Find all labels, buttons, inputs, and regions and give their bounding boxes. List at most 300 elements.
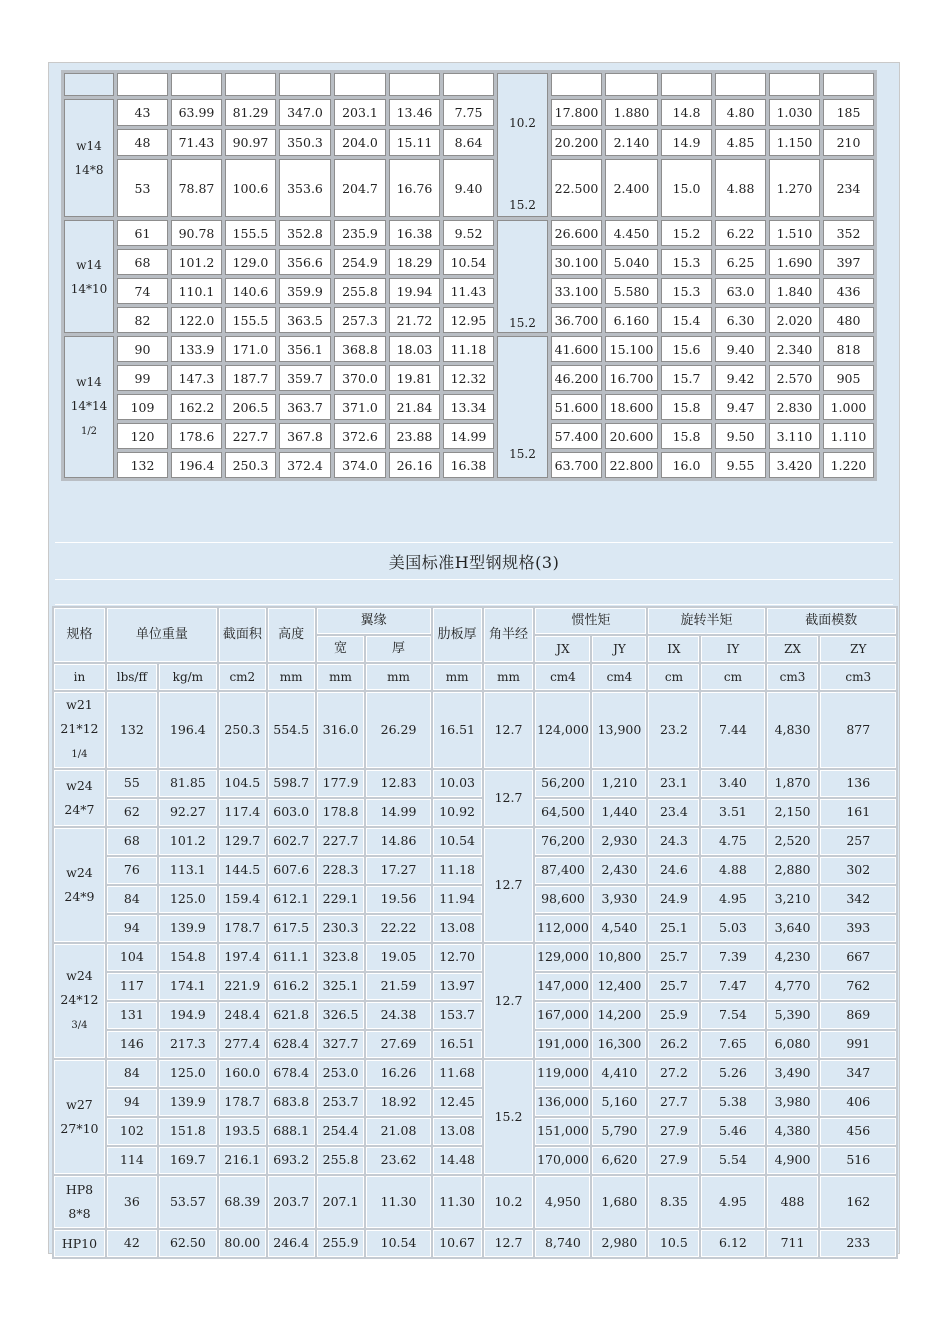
table-cell: 16.76	[389, 159, 440, 217]
table-cell: 2,520	[767, 828, 819, 855]
table-cell: 16.38	[389, 220, 440, 246]
table-cell: 62	[107, 799, 157, 826]
blank-cell	[389, 73, 440, 96]
table-cell: 104	[107, 944, 157, 971]
header-zx: ZX	[767, 636, 819, 662]
table-cell: 63.99	[171, 99, 222, 126]
table-cell: 140.6	[225, 278, 276, 304]
spec-label: 14*14	[70, 399, 108, 413]
blank-cell	[64, 73, 114, 96]
table-cell: 101.2	[171, 249, 222, 275]
table-cell: 7.47	[701, 973, 764, 1000]
table-cell: 480	[823, 307, 874, 333]
table-row	[54, 799, 896, 826]
spec-label: w27	[66, 1097, 93, 1112]
unit-cell: cm2	[219, 664, 266, 690]
table-cell: 683.8	[268, 1089, 315, 1116]
table-cell: 869	[820, 1002, 896, 1029]
table-cell: 162.2	[171, 394, 222, 420]
table-cell: 92.27	[159, 799, 217, 826]
table-cell: 16.26	[366, 1060, 430, 1087]
table-cell: 11.18	[443, 336, 494, 362]
table-cell: 124,000	[535, 692, 590, 768]
table-row	[64, 365, 874, 391]
table-cell: 255.9	[317, 1230, 365, 1257]
table-cell: 10.03	[433, 770, 482, 797]
unit-cell: mm	[433, 664, 482, 690]
table-cell: 100.6	[225, 159, 276, 217]
table-cell: 178.8	[317, 799, 365, 826]
table-cell: 4.88	[701, 857, 764, 884]
table-cell: 203.1	[334, 99, 386, 126]
table-cell: 2,980	[592, 1230, 646, 1257]
table-cell: 55	[107, 770, 157, 797]
table-cell: 3,980	[767, 1089, 819, 1116]
table-cell: 4,950	[535, 1176, 590, 1228]
table-cell: 81.29	[225, 99, 276, 126]
table-cell: 257.3	[334, 307, 386, 333]
table-cell: 90	[117, 336, 168, 362]
table-cell: 162	[820, 1176, 896, 1228]
table-row	[54, 1089, 896, 1116]
table-cell: 302	[820, 857, 896, 884]
table-cell: 688.1	[268, 1118, 315, 1145]
radius-cell: 12.7	[484, 1230, 534, 1257]
table-cell: 94	[107, 1089, 157, 1116]
table-cell: 254.4	[317, 1118, 365, 1145]
table-cell: 98,600	[535, 886, 590, 913]
table-cell: 488	[767, 1176, 819, 1228]
table-cell: 363.7	[279, 394, 331, 420]
section-title: 美国标准H型钢规格(3)	[55, 542, 893, 580]
table-cell: 359.7	[279, 365, 331, 391]
header-iy: IY	[701, 636, 764, 662]
table-row	[64, 159, 874, 217]
unit-cell: mm	[366, 664, 430, 690]
spec-label: HP8	[65, 1182, 94, 1197]
table-cell: 167,000	[535, 1002, 590, 1029]
table-cell: 20.200	[551, 129, 602, 156]
table-cell: 26.29	[366, 692, 430, 768]
table-cell: 316.0	[317, 692, 365, 768]
table-row	[64, 278, 874, 304]
table-row	[64, 129, 874, 156]
blank-cell	[117, 73, 168, 96]
table-cell: 353.6	[279, 159, 331, 217]
table-cell: 991	[820, 1031, 896, 1058]
unit-cell: mm	[268, 664, 315, 690]
table-cell: 2.140	[605, 129, 658, 156]
table-cell: 151.8	[159, 1118, 217, 1145]
spec-label: 21*12	[60, 721, 99, 736]
table-cell: 63.0	[715, 278, 766, 304]
table-cell: 25.9	[648, 1002, 699, 1029]
blank-cell	[279, 73, 331, 96]
table-cell: 76	[107, 857, 157, 884]
table-cell: 257	[820, 828, 896, 855]
table-cell: 16.700	[605, 365, 658, 391]
table-row	[54, 1060, 896, 1087]
spec-label: 3/4	[71, 1020, 88, 1031]
table-cell: 13,900	[592, 692, 646, 768]
table-cell: 2.340	[769, 336, 820, 362]
table-cell: 5.38	[701, 1089, 764, 1116]
blank-cell	[605, 73, 658, 96]
corner-upper-value: 10.2	[509, 116, 536, 130]
table-cell: 94	[107, 915, 157, 942]
blank-cell	[551, 73, 602, 96]
table-cell: 113.1	[159, 857, 217, 884]
header-inertia: 惯性矩	[535, 608, 646, 634]
table-cell: 246.4	[268, 1230, 315, 1257]
spec-cell	[54, 1060, 105, 1174]
table-cell: 4.450	[605, 220, 658, 246]
table-cell: 210	[823, 129, 874, 156]
table-cell: 139.9	[159, 1089, 217, 1116]
table-cell: 104.5	[219, 770, 266, 797]
table-cell: 125.0	[159, 886, 217, 913]
table-cell: 326.5	[317, 1002, 365, 1029]
table-cell: 24.3	[648, 828, 699, 855]
table-cell: 10.67	[433, 1230, 482, 1257]
spec-sheet-page	[48, 62, 900, 1254]
table-cell: 136,000	[535, 1089, 590, 1116]
table-cell: 178.7	[219, 915, 266, 942]
table-cell: 7.54	[701, 1002, 764, 1029]
table-cell: 607.6	[268, 857, 315, 884]
table-cell: 21.59	[366, 973, 430, 1000]
spec-label: w14	[76, 139, 102, 153]
table-cell: 1,870	[767, 770, 819, 797]
table-cell: 36.700	[551, 307, 602, 333]
table-cell: 7.75	[443, 99, 494, 126]
table-cell: 253.0	[317, 1060, 365, 1087]
table-cell: 3,640	[767, 915, 819, 942]
table-cell: 12.45	[433, 1089, 482, 1116]
table-cell: 5,790	[592, 1118, 646, 1145]
table-cell: 136	[820, 770, 896, 797]
table-cell: 64,500	[535, 799, 590, 826]
table-cell: 19.94	[389, 278, 440, 304]
unit-cell: kg/m	[159, 664, 217, 690]
table-row	[54, 770, 896, 797]
unit-cell: lbs/ff	[107, 664, 157, 690]
table-cell: 112,000	[535, 915, 590, 942]
table-cell: 12.32	[443, 365, 494, 391]
table-cell: 15.100	[605, 336, 658, 362]
table-cell: 5.040	[605, 249, 658, 275]
spec-cell	[64, 336, 114, 478]
table-cell: 160.0	[219, 1060, 266, 1087]
table-cell: 21.84	[389, 394, 440, 420]
spec-label: w24	[66, 778, 93, 793]
spec-label: w24	[66, 865, 93, 880]
table-row	[64, 249, 874, 275]
blank-cell	[769, 73, 820, 96]
table-cell: 4,380	[767, 1118, 819, 1145]
table-cell: 12,400	[592, 973, 646, 1000]
table-cell: 24.38	[366, 1002, 430, 1029]
table-cell: 16.51	[433, 692, 482, 768]
table-cell: 762	[820, 973, 896, 1000]
table-cell: 217.3	[159, 1031, 217, 1058]
spec-cell	[54, 1230, 105, 1257]
spec-cell	[54, 1176, 105, 1228]
table-cell: 9.42	[715, 365, 766, 391]
table-cell: 1.030	[769, 99, 820, 126]
table-cell: 233	[820, 1230, 896, 1257]
radius-cell: 12.7	[484, 770, 534, 826]
table-cell: 221.9	[219, 973, 266, 1000]
table-cell: 13.08	[433, 1118, 482, 1145]
table-cell: 81.85	[159, 770, 217, 797]
table-cell: 15.8	[661, 423, 712, 449]
table-cell: 102	[107, 1118, 157, 1145]
table-cell: 227.7	[317, 828, 365, 855]
table-cell: 15.2	[661, 220, 712, 246]
table-cell: 5.580	[605, 278, 658, 304]
table-cell: 342	[820, 886, 896, 913]
header-ix: IX	[648, 636, 699, 662]
table-cell: 27.7	[648, 1089, 699, 1116]
table-row	[54, 944, 896, 971]
table-cell: 6.25	[715, 249, 766, 275]
table-cell: 51.600	[551, 394, 602, 420]
table-cell: 1.150	[769, 129, 820, 156]
spec-cell	[64, 99, 114, 217]
table-cell: 1.110	[823, 423, 874, 449]
table-cell: 25.7	[648, 944, 699, 971]
header-radius: 角半经	[484, 608, 534, 662]
table-cell: 15.11	[389, 129, 440, 156]
header-unit-weight: 单位重量	[107, 608, 217, 662]
table-row	[54, 915, 896, 942]
table-cell: 26.16	[389, 452, 440, 478]
table-cell: 68	[117, 249, 168, 275]
table-cell: 62.50	[159, 1230, 217, 1257]
table-cell: 356.6	[279, 249, 331, 275]
table-cell: 2.020	[769, 307, 820, 333]
table-cell: 19.81	[389, 365, 440, 391]
table-cell: 10.92	[433, 799, 482, 826]
table-cell: 363.5	[279, 307, 331, 333]
table-row	[64, 452, 874, 478]
table-cell: 229.1	[317, 886, 365, 913]
table-cell: 6,080	[767, 1031, 819, 1058]
table-cell: 14.9	[661, 129, 712, 156]
table-cell: 53.57	[159, 1176, 217, 1228]
table-cell: 234	[823, 159, 874, 217]
table-cell: 1.270	[769, 159, 820, 217]
table-cell: 14,200	[592, 1002, 646, 1029]
table-cell: 5,160	[592, 1089, 646, 1116]
table-cell: 10.5	[648, 1230, 699, 1257]
table-cell: 206.5	[225, 394, 276, 420]
table-cell: 133.9	[171, 336, 222, 362]
table-cell: 3,930	[592, 886, 646, 913]
table-cell: 6.22	[715, 220, 766, 246]
spec-label: 8*8	[68, 1206, 91, 1221]
table-cell: 120	[117, 423, 168, 449]
spec-label: HP10	[61, 1235, 98, 1251]
table-row	[64, 99, 874, 126]
table-cell: 11.30	[366, 1176, 430, 1228]
table-cell: 617.5	[268, 915, 315, 942]
table-cell: 16,300	[592, 1031, 646, 1058]
header-gyration: 旋转半矩	[648, 608, 764, 634]
unit-cell: cm	[701, 664, 764, 690]
spec-label: 1/4	[71, 749, 88, 760]
top-spec-table	[61, 70, 877, 481]
table-cell: 436	[823, 278, 874, 304]
table-cell: 2.830	[769, 394, 820, 420]
table-cell: 109	[117, 394, 168, 420]
spec-label: w14	[76, 375, 102, 389]
table-cell: 99	[117, 365, 168, 391]
table-cell: 11.30	[433, 1176, 482, 1228]
table-cell: 4,770	[767, 973, 819, 1000]
table-cell: 25.7	[648, 973, 699, 1000]
table-cell: 117.4	[219, 799, 266, 826]
table-cell: 122.0	[171, 307, 222, 333]
table-cell: 3,210	[767, 886, 819, 913]
table-cell: 5.46	[701, 1118, 764, 1145]
unit-cell: cm4	[535, 664, 590, 690]
table-row	[64, 336, 874, 362]
radius-cell: 12.7	[484, 944, 534, 1058]
table-cell: 14.99	[366, 799, 430, 826]
table-cell: 17.27	[366, 857, 430, 884]
radius-cell: 12.7	[484, 828, 534, 942]
table-cell: 254.9	[334, 249, 386, 275]
table-cell: 144.5	[219, 857, 266, 884]
table-row	[64, 394, 874, 420]
table-cell: 114	[107, 1147, 157, 1174]
table-cell: 6.30	[715, 307, 766, 333]
table-row	[64, 423, 874, 449]
blank-row	[64, 73, 874, 96]
table-cell: 76,200	[535, 828, 590, 855]
spacer-bar	[55, 578, 893, 605]
unit-cell: mm	[484, 664, 534, 690]
table-cell: 1.220	[823, 452, 874, 478]
table-cell: 8.35	[648, 1176, 699, 1228]
table-cell: 207.1	[317, 1176, 365, 1228]
table-cell: 4.85	[715, 129, 766, 156]
table-cell: 16.51	[433, 1031, 482, 1058]
table-cell: 14.99	[443, 423, 494, 449]
table-cell: 170,000	[535, 1147, 590, 1174]
table-cell: 23.4	[648, 799, 699, 826]
table-cell: 169.7	[159, 1147, 217, 1174]
table-row	[64, 220, 874, 246]
table-cell: 90.78	[171, 220, 222, 246]
table-cell: 255.8	[334, 278, 386, 304]
table-row	[54, 1031, 896, 1058]
unit-cell: in	[54, 664, 105, 690]
table-cell: 456	[820, 1118, 896, 1145]
table-cell: 7.44	[701, 692, 764, 768]
spec-label: w14	[76, 257, 102, 272]
table-cell: 23.2	[648, 692, 699, 768]
table-cell: 5.03	[701, 915, 764, 942]
spec-cell	[54, 944, 105, 1058]
table-cell: 24.9	[648, 886, 699, 913]
table-cell: 71.43	[171, 129, 222, 156]
table-cell: 4.80	[715, 99, 766, 126]
table-cell: 15.6	[661, 336, 712, 362]
table-cell: 248.4	[219, 1002, 266, 1029]
table-cell: 171.0	[225, 336, 276, 362]
table-cell: 24.6	[648, 857, 699, 884]
table-cell: 23.1	[648, 770, 699, 797]
corner-lower-value: 15.2	[509, 447, 536, 461]
spec-label: 14*10	[70, 281, 108, 296]
table-cell: 18.92	[366, 1089, 430, 1116]
table-cell: 6.160	[605, 307, 658, 333]
table-cell: 146	[107, 1031, 157, 1058]
table-cell: 628.4	[268, 1031, 315, 1058]
table-cell: 603.0	[268, 799, 315, 826]
spec-label: 14*8	[74, 163, 104, 177]
table-cell: 356.1	[279, 336, 331, 362]
table-cell: 3,490	[767, 1060, 819, 1087]
table-cell: 250.3	[219, 692, 266, 768]
table-cell: 5,390	[767, 1002, 819, 1029]
table-cell: 374.0	[334, 452, 386, 478]
table-cell: 612.1	[268, 886, 315, 913]
table-cell: 667	[820, 944, 896, 971]
table-cell: 15.0	[661, 159, 712, 217]
table-cell: 9.52	[443, 220, 494, 246]
table-cell: 11.43	[443, 278, 494, 304]
table-cell: 1.690	[769, 249, 820, 275]
blank-cell	[225, 73, 276, 96]
unit-cell: cm	[648, 664, 699, 690]
corner-radius-cell	[497, 220, 548, 333]
table-cell: 598.7	[268, 770, 315, 797]
table-cell: 26.2	[648, 1031, 699, 1058]
header-web: 肋板厚	[433, 608, 482, 662]
table-cell: 17.800	[551, 99, 602, 126]
table-cell: 516	[820, 1147, 896, 1174]
table-cell: 15.3	[661, 278, 712, 304]
table-cell: 370.0	[334, 365, 386, 391]
table-cell: 14.86	[366, 828, 430, 855]
table-cell: 153.7	[433, 1002, 482, 1029]
table-cell: 230.3	[317, 915, 365, 942]
table-cell: 68.39	[219, 1176, 266, 1228]
table-cell: 196.4	[159, 692, 217, 768]
table-cell: 15.3	[661, 249, 712, 275]
table-cell: 372.4	[279, 452, 331, 478]
table-cell: 23.62	[366, 1147, 430, 1174]
table-cell: 877	[820, 692, 896, 768]
table-cell: 4.75	[701, 828, 764, 855]
corner-lower-value: 15.2	[509, 316, 536, 330]
table-cell: 82	[117, 307, 168, 333]
table-cell: 10.54	[433, 828, 482, 855]
table-cell: 139.9	[159, 915, 217, 942]
table-cell: 21.72	[389, 307, 440, 333]
table-cell: 323.8	[317, 944, 365, 971]
table-cell: 13.97	[433, 973, 482, 1000]
table-cell: 78.87	[171, 159, 222, 217]
table-cell: 23.88	[389, 423, 440, 449]
table-cell: 4,540	[592, 915, 646, 942]
table-cell: 147,000	[535, 973, 590, 1000]
table-cell: 235.9	[334, 220, 386, 246]
